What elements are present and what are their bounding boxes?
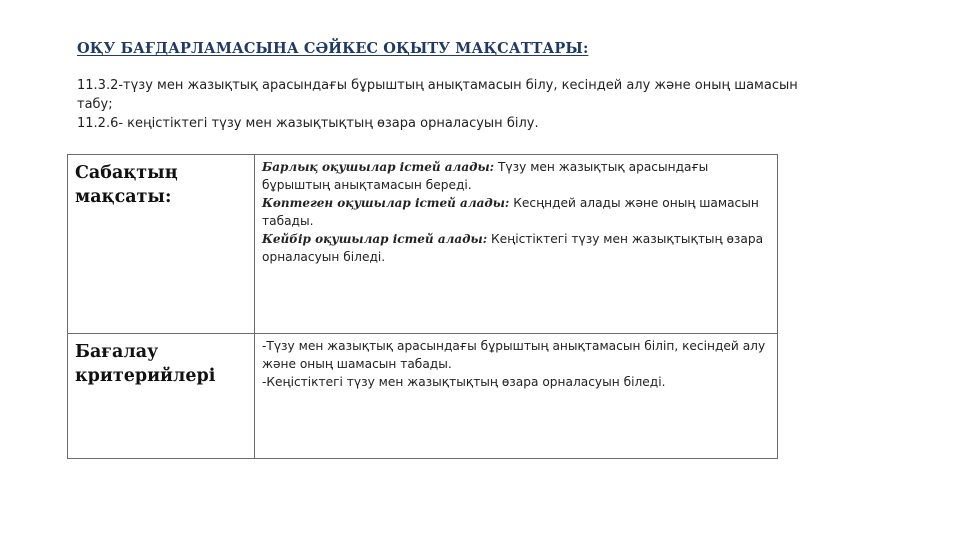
goal-item-text: Кесңндей алады және оның шамасын табады. (262, 196, 759, 228)
document-title: ОҚУ БАҒДАРЛАМАСЫНА СӘЙКЕС ОҚЫТУ МАҚСАТТАРЫ: (77, 40, 589, 57)
criteria-item: -Түзу мен жазықтық арасындағы бұрыштың анықтамасын біліп, кесіндей алу және оның шамасын табады. (262, 339, 766, 371)
row-label-assessment-criteria: Бағалау критерийлері (68, 334, 255, 459)
goal-item-lead: Көптеген оқушылар істей алады: (262, 196, 510, 210)
goal-item (262, 194, 769, 230)
goal-item-text: Түзу мен жазықтық арасындағы бұрыштың анықтамасын береді. (262, 160, 709, 192)
goal-item (262, 230, 769, 266)
row-label-lesson-goal: Сабақтың мақсаты: (68, 155, 255, 334)
table-row (68, 334, 778, 459)
objective-item: 11.2.6- кеңістіктегі түзу мен жазықтықтың өзара орналасуын білу. (77, 116, 539, 131)
lesson-goals-table (67, 154, 778, 459)
criteria-item: -Кеңістіктегі түзу мен жазықтықтың өзара орналасуын біледі. (262, 375, 666, 389)
table-row (68, 155, 778, 334)
objectives-block (77, 76, 817, 133)
goal-item-text: Кеңістіктегі түзу мен жазықтықтың өзара орналасуын біледі. (262, 232, 764, 264)
goal-item-lead: Кейбір оқушылар істей алады: (262, 232, 488, 246)
goal-item-lead: Барлық оқушылар істей алады: (262, 160, 495, 174)
row-content-assessment-criteria (255, 334, 778, 459)
row-content-lesson-goal (255, 155, 778, 334)
objective-item: 11.3.2-түзу мен жазықтық арасындағы бұрыштың анықтамасын білу, кесіндей алу және оның шамасын табу; (77, 78, 798, 112)
goal-item (262, 158, 769, 194)
